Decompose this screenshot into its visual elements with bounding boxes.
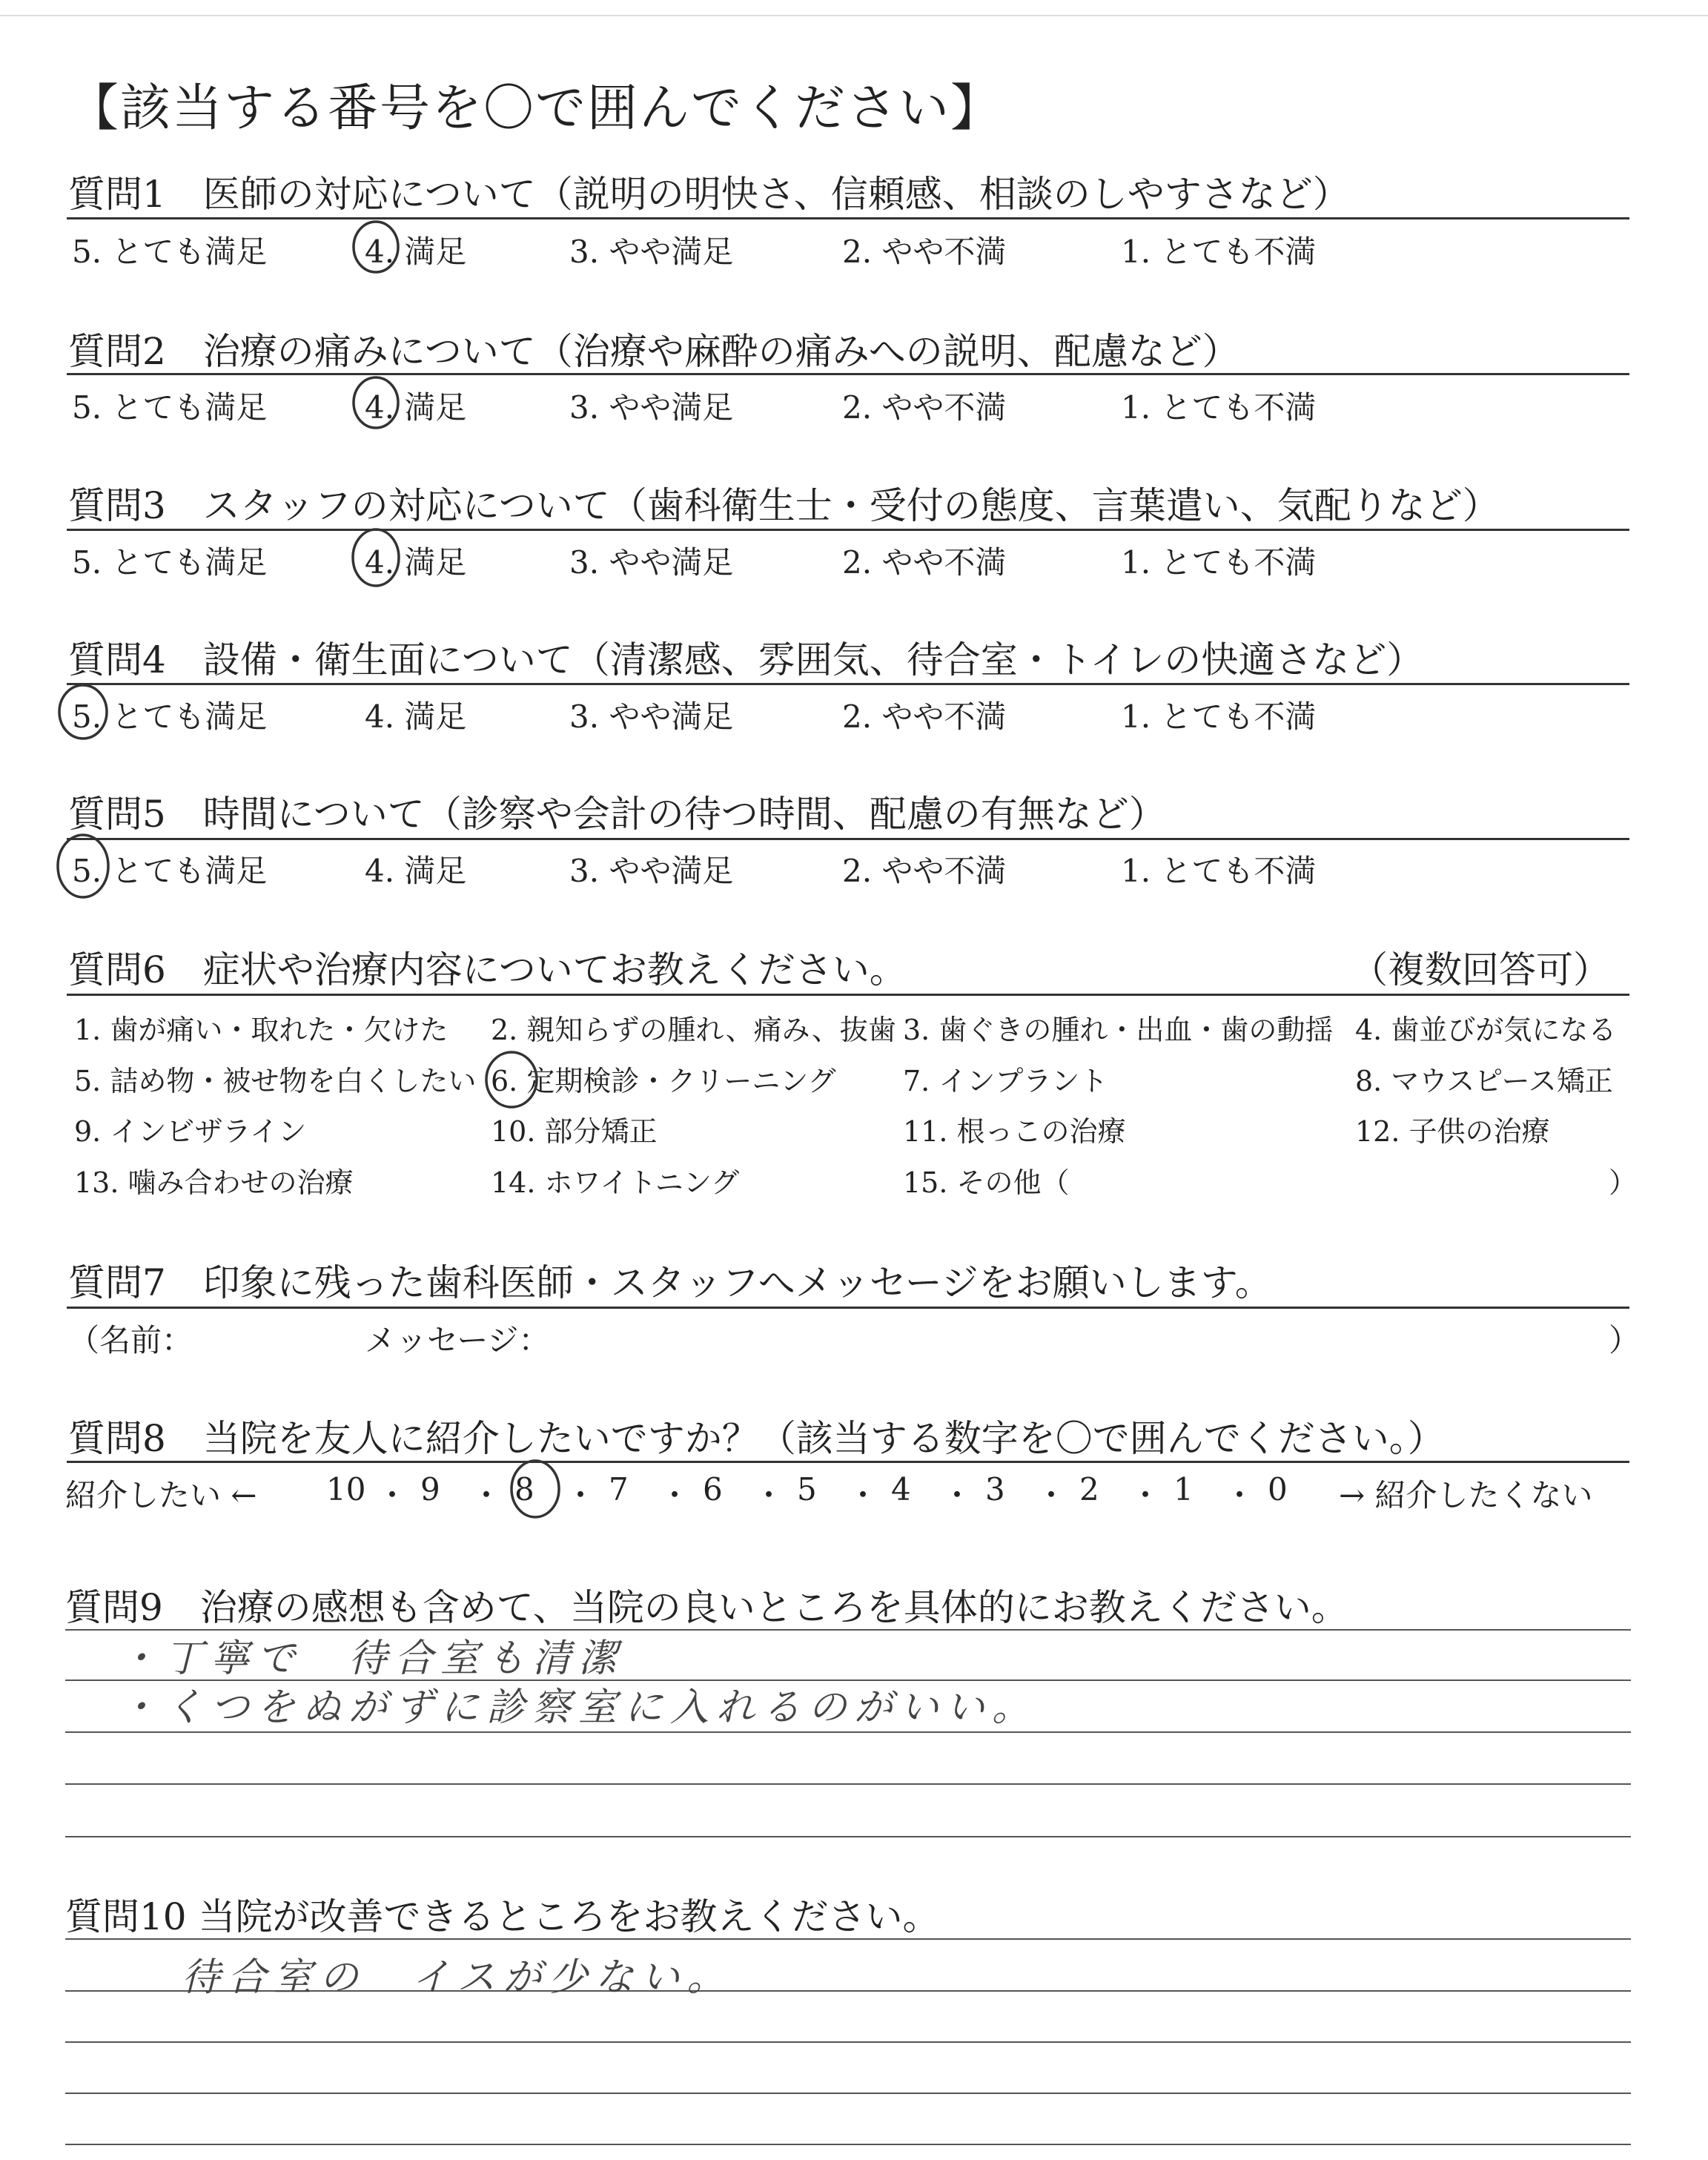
q4-option-5[interactable]: 5. とても満足 xyxy=(72,698,268,735)
q5-circle xyxy=(58,835,108,897)
q8-scale-separator: ・ xyxy=(941,1477,973,1513)
q8-scale-0[interactable]: 0 xyxy=(1268,1471,1288,1507)
q1-option-3[interactable]: 3. やや満足 xyxy=(569,234,734,270)
q2-option-4[interactable]: 4. 満足 xyxy=(365,389,467,426)
q7-message-label: メッセージ： xyxy=(365,1322,550,1358)
q5-option-1[interactable]: 1. とても不満 xyxy=(1121,853,1317,889)
q5-title: 質問5 時間について（診察や会計の待つ時間、配慮の有無など） xyxy=(68,793,1166,836)
q5-option-5[interactable]: 5. とても満足 xyxy=(72,853,268,889)
q5-option-2[interactable]: 2. やや不満 xyxy=(842,853,1007,889)
q6-item-2[interactable]: 2. 親知らずの腫れ、痛み、抜歯 xyxy=(491,1014,896,1046)
q6-item-8[interactable]: 8. マウスピース矯正 xyxy=(1355,1065,1613,1097)
q8-scale-separator: ・ xyxy=(1036,1477,1068,1513)
q6-item-13[interactable]: 13. 噛み合わせの治療 xyxy=(74,1166,354,1199)
q8-scale-10[interactable]: 10 xyxy=(326,1471,366,1507)
q5-option-3[interactable]: 3. やや満足 xyxy=(569,853,734,889)
q3-option-1[interactable]: 1. とても不満 xyxy=(1121,544,1317,581)
q8-scale-9[interactable]: 9 xyxy=(420,1471,440,1507)
q8-right-label: → 紹介したくない xyxy=(1339,1477,1593,1513)
q2-circle xyxy=(354,377,398,428)
q4-circle xyxy=(59,685,107,739)
q6-item-3[interactable]: 3. 歯ぐきの腫れ・出血・歯の動揺 xyxy=(903,1014,1334,1046)
q8-scale-separator: ・ xyxy=(1130,1477,1162,1513)
q4-option-3[interactable]: 3. やや満足 xyxy=(569,698,734,735)
q6-item-6[interactable]: 6. 定期検診・クリーニング xyxy=(491,1065,836,1097)
q2-option-3[interactable]: 3. やや満足 xyxy=(569,389,734,426)
q8-scale-separator: ・ xyxy=(659,1477,691,1513)
page-heading: 【該当する番号を〇で囲んでください】 xyxy=(68,79,1003,138)
q2-option-5[interactable]: 5. とても満足 xyxy=(72,389,268,426)
q8-scale-separator: ・ xyxy=(1224,1477,1256,1513)
q6-item-15[interactable]: 15. その他（ xyxy=(903,1166,1070,1199)
q4-option-4[interactable]: 4. 満足 xyxy=(365,698,467,735)
q8-scale-7[interactable]: 7 xyxy=(609,1471,629,1507)
q10-title: 質問10 当院が改善できるところをお教えください。 xyxy=(65,1895,940,1938)
q9-title: 質問9 治療の感想も含めて、当院の良いところを具体的にお教えください。 xyxy=(65,1586,1348,1629)
q6-item-10[interactable]: 10. 部分矯正 xyxy=(491,1115,658,1148)
q8-circle xyxy=(512,1461,559,1517)
q6-item-5[interactable]: 5. 詰め物・被せ物を白くしたい xyxy=(74,1065,477,1097)
q6-title: 質問6 症状や治療内容についてお教えください。 xyxy=(68,948,907,991)
q2-option-2[interactable]: 2. やや不満 xyxy=(842,389,1007,426)
q1-title: 質問1 医師の対応について（説明の明快さ、信頼感、相談のしやすさなど） xyxy=(68,173,1350,216)
q8-scale-4[interactable]: 4 xyxy=(891,1471,911,1507)
q10-answer-1: 待合室の イスが少ない。 xyxy=(182,1955,733,2000)
q8-scale-3[interactable]: 3 xyxy=(985,1471,1005,1507)
q8-scale-5[interactable]: 5 xyxy=(797,1471,817,1507)
q1-circle xyxy=(354,222,398,272)
q7-title: 質問7 印象に残った歯科医師・スタッフへメッセージをお願いします。 xyxy=(68,1261,1272,1304)
q8-scale-separator: ・ xyxy=(377,1477,408,1513)
q6-item-11[interactable]: 11. 根っこの治療 xyxy=(903,1115,1126,1148)
q2-title: 質問2 治療の痛みについて（治療や麻酔の痛みへの説明、配慮など） xyxy=(68,330,1239,373)
q6-item-4[interactable]: 4. 歯並びが気になる xyxy=(1355,1014,1617,1046)
q8-scale-separator: ・ xyxy=(847,1477,879,1513)
q6-item-9[interactable]: 9. インビザライン xyxy=(74,1115,307,1148)
q3-option-3[interactable]: 3. やや満足 xyxy=(569,544,734,581)
q8-scale-separator: ・ xyxy=(753,1477,785,1513)
q1-option-2[interactable]: 2. やや不満 xyxy=(842,234,1007,270)
q3-option-4[interactable]: 4. 満足 xyxy=(365,544,467,581)
q8-scale-6[interactable]: 6 xyxy=(703,1471,723,1507)
q3-option-2[interactable]: 2. やや不満 xyxy=(842,544,1007,581)
q6-note: （複数回答可） xyxy=(1351,948,1610,991)
q4-title: 質問4 設備・衛生面について（清潔感、雰囲気、待合室・トイレの快適さなど） xyxy=(68,638,1424,681)
q6-item-7[interactable]: 7. インプラント xyxy=(903,1065,1108,1097)
q8-scale-separator: ・ xyxy=(471,1477,503,1513)
q6-item-14[interactable]: 14. ホワイトニング xyxy=(491,1166,740,1199)
q6-item-12[interactable]: 12. 子供の治療 xyxy=(1355,1115,1550,1148)
q8-scale-2[interactable]: 2 xyxy=(1079,1471,1099,1507)
q9-answer-1: ・丁寧で 待合室も清潔 xyxy=(119,1636,625,1681)
q7-close: ） xyxy=(1609,1322,1641,1358)
q1-option-5[interactable]: 5. とても満足 xyxy=(72,234,268,270)
q7-name-label: （名前： xyxy=(68,1322,193,1358)
q6-other-close: ） xyxy=(1609,1166,1638,1199)
q3-circle xyxy=(353,529,399,586)
q4-option-1[interactable]: 1. とても不満 xyxy=(1121,698,1317,735)
q3-option-5[interactable]: 5. とても満足 xyxy=(72,544,268,581)
q6-circle xyxy=(486,1052,537,1107)
q8-left-label: 紹介したい ← xyxy=(65,1477,257,1513)
q8-title: 質問8 当院を友人に紹介したいですか？（該当する数字を〇で囲んでください。） xyxy=(68,1417,1445,1460)
q4-option-2[interactable]: 2. やや不満 xyxy=(842,698,1007,735)
q5-option-4[interactable]: 4. 満足 xyxy=(365,853,467,889)
q9-answer-2: ・くつをぬがずに診察室に入れるのがいい。 xyxy=(119,1685,1039,1730)
q1-option-4[interactable]: 4. 満足 xyxy=(365,234,467,270)
q8-scale-separator: ・ xyxy=(565,1477,597,1513)
q3-title: 質問3 スタッフの対応について（歯科衛生士・受付の態度、言葉遣い、気配りなど） xyxy=(68,484,1500,527)
q2-option-1[interactable]: 1. とても不満 xyxy=(1121,389,1317,426)
q6-item-1[interactable]: 1. 歯が痛い・取れた・欠けた xyxy=(74,1014,448,1046)
q8-scale-1[interactable]: 1 xyxy=(1174,1471,1194,1507)
q8-scale-8[interactable]: 8 xyxy=(514,1471,534,1507)
q1-option-1[interactable]: 1. とても不満 xyxy=(1121,234,1317,270)
